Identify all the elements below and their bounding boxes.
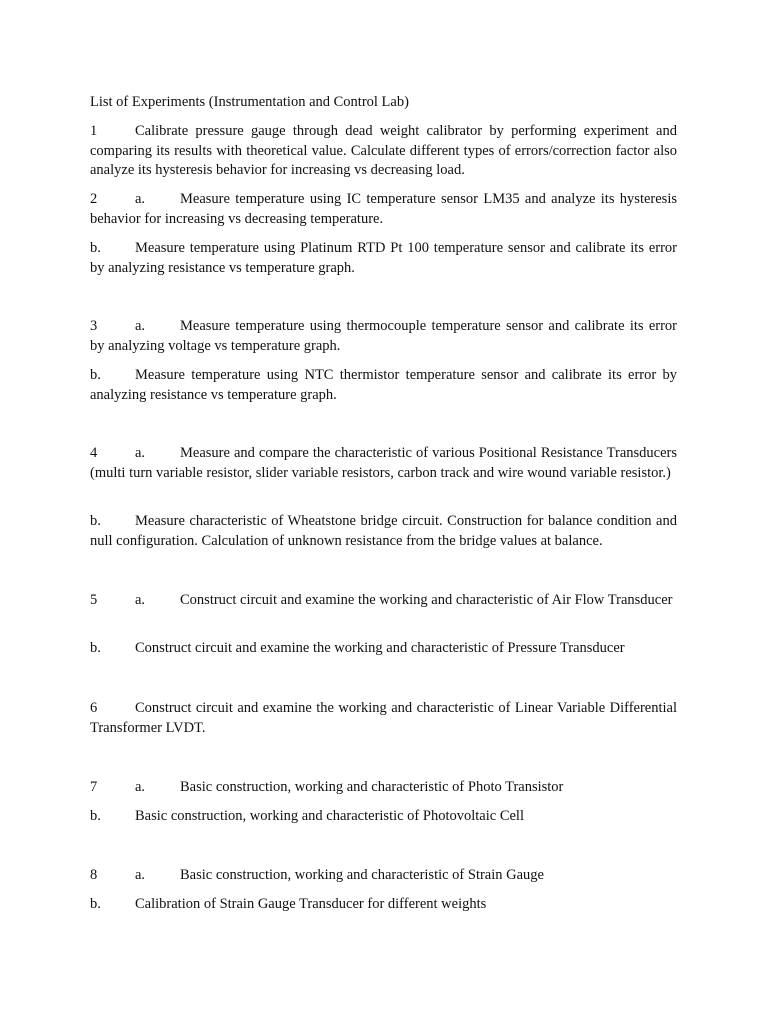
experiment-number: 3 (90, 318, 98, 334)
experiment-7a (90, 778, 677, 798)
experiment-text: Measure temperature using Platinum RTD Pt 100 temperature sensor and calibrate its error by analyzing resistance vs temperature graph. (90, 240, 677, 276)
experiment-7b (90, 807, 677, 827)
experiment-number: 8 (90, 867, 98, 883)
sub-label: a. (135, 191, 146, 207)
experiment-8b (90, 895, 677, 915)
experiment-4a (90, 444, 677, 483)
experiment-number: 1 (90, 123, 98, 139)
experiment-text: Construct circuit and examine the working and characteristic of Air Flow Transducer (180, 592, 673, 608)
experiment-number: 2 (90, 191, 98, 207)
page-title: List of Experiments (Instrumentation and Control Lab) (90, 94, 409, 110)
experiment-text: Basic construction, working and characteristic of Photovoltaic Cell (135, 808, 524, 824)
sub-label: a. (135, 867, 146, 883)
sub-label: b. (90, 367, 101, 383)
sub-label: b. (90, 808, 101, 824)
experiment-6 (90, 699, 677, 738)
experiment-text: Construct circuit and examine the working and characteristic of Pressure Transducer (135, 640, 625, 656)
sub-label: b. (90, 240, 101, 256)
sub-label: a. (135, 318, 146, 334)
sub-label: a. (135, 779, 146, 795)
sub-label: b. (90, 513, 101, 529)
experiment-text: Basic construction, working and characteristic of Photo Transistor (180, 779, 564, 795)
experiment-5b (90, 639, 677, 659)
sub-label: b. (90, 896, 101, 912)
experiment-text: Basic construction, working and characteristic of Strain Gauge (180, 867, 544, 883)
experiment-3b (90, 366, 677, 405)
experiment-3a (90, 317, 677, 356)
experiment-number: 7 (90, 779, 98, 795)
experiment-number: 5 (90, 592, 98, 608)
experiment-text: Measure temperature using IC temperature sensor LM35 and analyze its hysteresis behavior for increasing vs decreasing temperature. (90, 191, 677, 227)
sub-label: a. (135, 592, 146, 608)
experiment-5a (90, 591, 677, 611)
experiment-8a (90, 866, 677, 886)
experiment-2b (90, 239, 677, 278)
experiment-number: 6 (90, 700, 98, 716)
sub-label: b. (90, 640, 101, 656)
experiment-text: Measure temperature using thermocouple temperature sensor and calibrate its error by analyzing voltage vs temperature graph. (90, 318, 677, 354)
sub-label: a. (135, 445, 146, 461)
experiment-text: Construct circuit and examine the working and characteristic of Linear Variable Differential Transformer LVDT. (90, 700, 677, 736)
experiment-number: 4 (90, 445, 98, 461)
experiment-2a (90, 190, 677, 229)
experiment-text: Calibrate pressure gauge through dead weight calibrator by performing experiment and comparing its results with theoretical value. Calculate different types of errors/correction factor also analyze its hysteresis behavior for increasing vs decreasing load. (90, 123, 677, 178)
experiment-4b (90, 512, 677, 551)
experiment-text: Measure characteristic of Wheatstone bridge circuit. Construction for balance condition and null configuration. Calculation of unknown resistance from the bridge values at balance. (90, 513, 677, 549)
experiment-1 (90, 122, 677, 181)
experiment-text: Measure temperature using NTC thermistor temperature sensor and calibrate its error by analyzing resistance vs temperature graph. (90, 367, 677, 403)
experiment-text: Measure and compare the characteristic of various Positional Resistance Transducers (multi turn variable resistor, slider variable resistors, carbon track and wire wound variable resistor.) (90, 445, 677, 481)
experiment-text: Calibration of Strain Gauge Transducer for different weights (135, 896, 487, 912)
